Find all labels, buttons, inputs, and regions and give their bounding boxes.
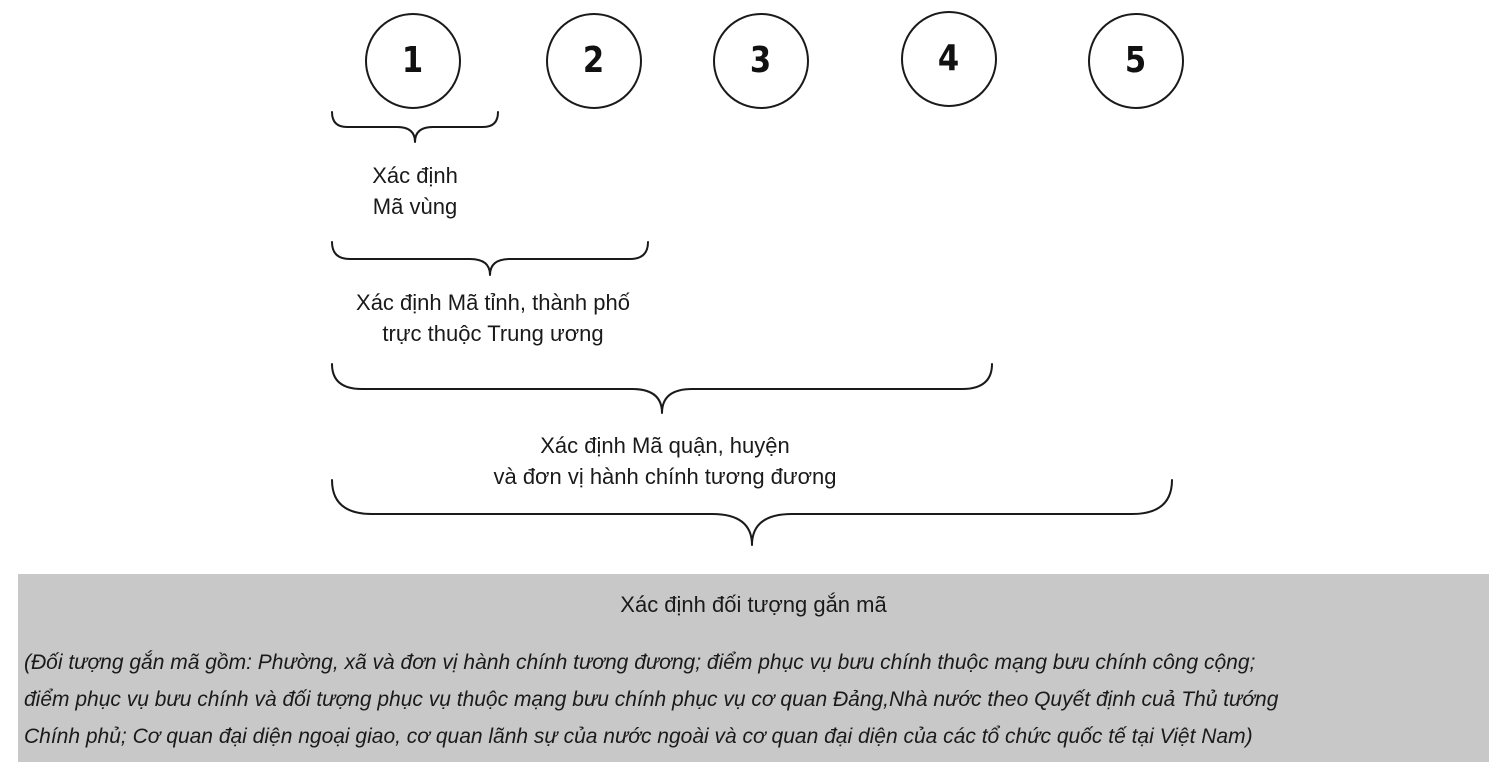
- object-box-title: Xác định đối tượng gắn mã: [620, 592, 887, 617]
- brace-district-code: [330, 362, 994, 416]
- digit-label-5: 5: [1125, 40, 1147, 81]
- level-province-line-1: Xác định Mã tỉnh, thành phố: [356, 290, 630, 315]
- brace-object-code: [330, 478, 1174, 548]
- object-definition-box: [18, 574, 1489, 762]
- level-label-region: [315, 160, 515, 222]
- brace-region-code: [330, 110, 500, 145]
- level-region-line-2: Mã vùng: [372, 194, 458, 219]
- digit-circle-3: [713, 13, 809, 109]
- object-note-line-1: (Đối tượng gắn mã gồm: Phường, xã và đơn vị hành chính tương đương; điểm phục vụ bưu chính thuộc mạng bưu chính công cộng;: [24, 651, 1256, 674]
- digit-label-2: 2: [583, 40, 605, 81]
- digit-circle-5: [1088, 13, 1184, 109]
- object-note-line-3: Chính phủ; Cơ quan đại diện ngoại giao, cơ quan lãnh sự của nước ngoài và cơ quan đại diện của các tổ chức quốc tế tại Việt Nam): [24, 725, 1253, 748]
- object-note-line-2: điểm phục vụ bưu chính và đối tượng phục vụ thuộc mạng bưu chính phục vụ cơ quan Đảng,Nhà nước theo Quyết định cuả Thủ tướng: [24, 688, 1279, 711]
- brace-province-code: [330, 240, 650, 278]
- level-district-line-1: Xác định Mã quận, huyện: [540, 433, 790, 458]
- level-label-province: [293, 287, 693, 349]
- level-district-line-2: và đơn vị hành chính tương đương: [493, 464, 837, 489]
- digit-circle-1: [365, 13, 461, 109]
- object-box-note: [24, 644, 1486, 755]
- level-region-line-1: Xác định: [372, 163, 458, 188]
- level-province-line-2: trực thuộc Trung ương: [382, 321, 604, 346]
- digit-circle-4: [901, 11, 997, 107]
- digit-label-4: 4: [938, 38, 960, 79]
- digit-label-1: 1: [402, 40, 424, 81]
- digit-circle-2: [546, 13, 642, 109]
- digit-label-3: 3: [750, 40, 772, 81]
